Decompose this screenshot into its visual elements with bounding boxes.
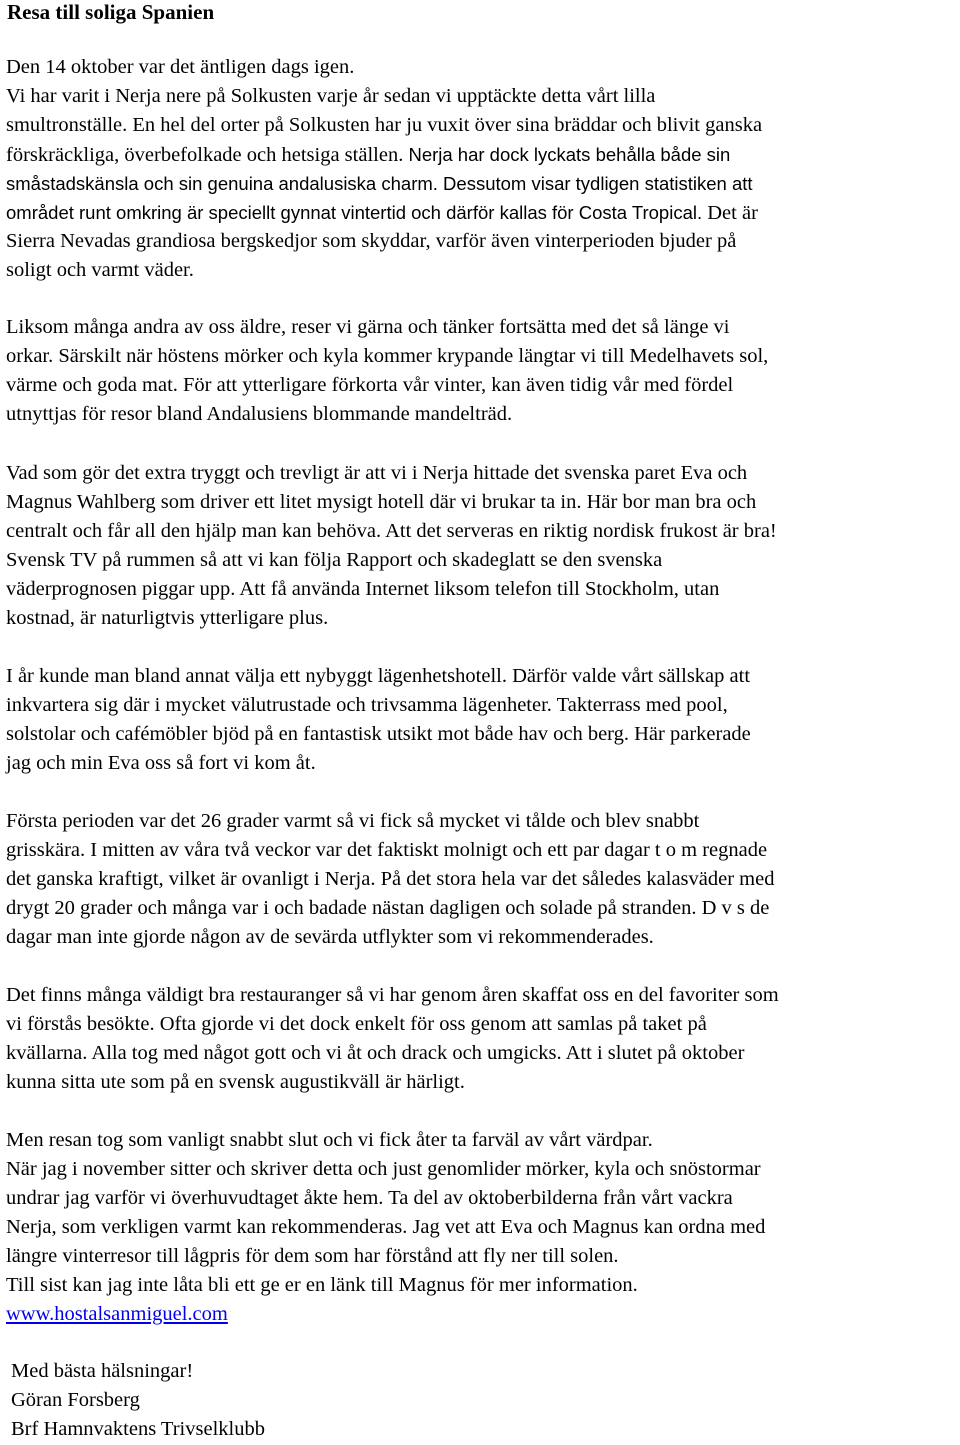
text-line xyxy=(6,865,958,894)
text-line xyxy=(6,371,958,400)
text-segment: jag och min Eva oss så fort vi kom åt. xyxy=(6,752,316,774)
text-segment: Sierra Nevadas grandiosa bergskedjor som skyddar, varför även vinterperioden bjuder på xyxy=(6,230,737,252)
signature-line: Med bästa hälsningar! xyxy=(11,1360,194,1382)
text-segment: Nerja, som verkligen varmt kan rekommenderas. Jag vet att Eva och Magnus kan ordna med xyxy=(6,1216,766,1238)
text-line xyxy=(6,807,958,836)
text-segment: Vad som gör det extra tryggt och trevligt är att vi i Nerja hittade det svenska paret Eva och xyxy=(6,462,748,484)
text-segment: Den 14 oktober var det äntligen dags igen. xyxy=(6,56,355,78)
text-segment: värme och goda mat. För att ytterligare förkorta vår vinter, kan även tidig vår med fördel xyxy=(6,374,734,396)
text-line xyxy=(6,604,958,633)
text-line xyxy=(6,1126,958,1155)
text-line xyxy=(6,1213,958,1242)
text-segment: soligt och varmt väder. xyxy=(6,259,194,281)
text-line xyxy=(6,1271,958,1300)
text-segment: grisskära. I mitten av våra två veckor var det faktiskt molnigt och ett par dagar t o m regnade xyxy=(6,839,768,861)
text-line xyxy=(6,140,958,169)
text-line xyxy=(6,575,958,604)
text-segment: Liksom många andra av oss äldre, reser vi gärna och tänker fortsätta med det så länge vi xyxy=(6,316,730,338)
text-line xyxy=(6,459,958,488)
paragraph-2 xyxy=(6,313,958,429)
text-segment: inkvartera sig där i mycket välutrustade och trivsamma lägenheter. Takterrass med pool, xyxy=(6,694,728,716)
text-line xyxy=(6,1184,958,1213)
paragraph-7 xyxy=(6,1126,958,1329)
paragraph-5 xyxy=(6,807,958,952)
text-segment: solstolar och cafémöbler bjöd på en fantastisk utsikt mot både hav och berg. Här parkerade xyxy=(6,723,751,745)
text-line xyxy=(6,111,958,140)
text-segment: Första perioden var det 26 grader varmt så vi fick så mycket vi tålde och blev snabbt xyxy=(6,810,700,832)
website-link[interactable]: www.hostalsanmiguel.com xyxy=(6,1303,228,1325)
text-segment: dagar man inte gjorde någon av de sevärda utflykter som vi rekommenderades. xyxy=(6,926,654,948)
text-line xyxy=(6,749,958,778)
text-segment: längre vinterresor till lågpris för dem som har förstånd att fly ner till solen. xyxy=(6,1245,619,1267)
text-segment: I år kunde man bland annat välja ett nybyggt lägenhetshotell. Därför valde vårt sällskap att xyxy=(6,665,751,687)
text-segment: Svensk TV på rummen så att vi kan följa Rapport och skadeglatt se den svenska xyxy=(6,549,663,571)
text-segment: det ganska kraftigt, vilket är ovanligt i Nerja. På det stora hela var det således kalasväder med xyxy=(6,868,775,890)
text-line xyxy=(6,836,958,865)
text-segment: När jag i november sitter och skriver detta och just genomlider mörker, kyla och snöstormar xyxy=(6,1158,761,1180)
text-segment: Vi har varit i Nerja nere på Solkusten varje år sedan vi upptäckte detta vårt lilla xyxy=(6,85,656,107)
text-line xyxy=(6,691,958,720)
text-line xyxy=(6,1068,958,1097)
text-segment: kostnad, är naturligtvis ytterligare plus. xyxy=(6,607,329,629)
text-line xyxy=(6,1300,958,1329)
text-line xyxy=(6,720,958,749)
text-line xyxy=(6,169,958,198)
text-segment: centralt och får all den hjälp man kan behöva. Att det serveras en riktig nordisk frukost är bra! xyxy=(6,520,777,542)
paragraph-1 xyxy=(6,53,958,285)
text-line xyxy=(6,256,958,285)
text-line xyxy=(6,517,958,546)
signature xyxy=(11,1357,960,1444)
text-segment: utnyttjas för resor bland Andalusiens blommande mandelträd. xyxy=(6,403,513,425)
signature-line: Göran Forsberg xyxy=(11,1389,140,1411)
text-segment: vi förstås besökte. Ofta gjorde vi det dock enkelt för oss genom att samlas på taket på xyxy=(6,1013,707,1035)
text-line xyxy=(6,400,958,429)
text-line xyxy=(6,342,958,371)
text-line xyxy=(6,198,958,227)
text-segment: Men resan tog som vanligt snabbt slut och vi fick åter ta farväl av vårt värdpar. xyxy=(6,1129,653,1151)
paragraph-3 xyxy=(6,459,958,633)
text-segment: väderprognosen piggar upp. Att få använda Internet liksom telefon till Stockholm, utan xyxy=(6,578,720,600)
text-segment: kvällarna. Alla tog med något gott och vi åt och drack och umgicks. Att i slutet på oktober xyxy=(6,1042,745,1064)
text-segment: området runt omkring är speciellt gynnat vintertid och därför kallas för Costa Tropical. xyxy=(6,202,703,223)
text-segment: kunna sitta ute som på en svensk augustikväll är härligt. xyxy=(6,1071,465,1093)
text-segment: småstadskänsla och sin genuina andalusiska charm. Dessutom visar tydligen statistiken att xyxy=(6,173,753,194)
text-line xyxy=(6,546,958,575)
text-segment: förskräckliga, överbefolkade och hetsiga ställen. xyxy=(6,144,409,166)
text-line xyxy=(6,488,958,517)
text-line xyxy=(6,82,958,111)
text-line xyxy=(6,662,958,691)
paragraph-4 xyxy=(6,662,958,778)
text-segment: Till sist kan jag inte låta bli ett ge er en länk till Magnus för mer information. xyxy=(6,1274,638,1296)
text-segment: Nerja har dock lyckats behålla både sin xyxy=(408,144,731,165)
text-line xyxy=(6,923,958,952)
page-title: Resa till soliga Spanien xyxy=(7,0,215,24)
text-line xyxy=(6,1155,958,1184)
text-segment: orkar. Särskilt när höstens mörker och kyla kommer krypande längtar vi till Medelhavets sol, xyxy=(6,345,769,367)
text-segment: Magnus Wahlberg som driver ett litet mysigt hotell där vi brukar ta in. Här bor man bra och xyxy=(6,491,757,513)
text-line xyxy=(6,1010,958,1039)
text-segment: undrar jag varför vi överhuvudtaget åkte hem. Ta del av oktoberbilderna från vårt vackra xyxy=(6,1187,733,1209)
text-line xyxy=(6,53,958,82)
text-line xyxy=(6,313,958,342)
text-segment: smultronställe. En hel del orter på Solkusten har ju vuxit över sina bräddar och blivit ganska xyxy=(6,114,763,136)
signature-line: Brf Hamnvaktens Trivselklubb xyxy=(11,1418,265,1440)
text-line xyxy=(6,981,958,1010)
text-line xyxy=(6,1039,958,1068)
text-line xyxy=(6,894,958,923)
text-line xyxy=(6,1242,958,1271)
text-segment: Det finns många väldigt bra restauranger så vi har genom åren skaffat oss en del favoriter som xyxy=(6,984,779,1006)
text-segment: drygt 20 grader och många var i och badade nästan dagligen och solade på stranden. D v s de xyxy=(6,897,770,919)
text-line xyxy=(6,227,958,256)
text-segment: Det är xyxy=(702,202,758,224)
paragraph-6 xyxy=(6,981,958,1097)
